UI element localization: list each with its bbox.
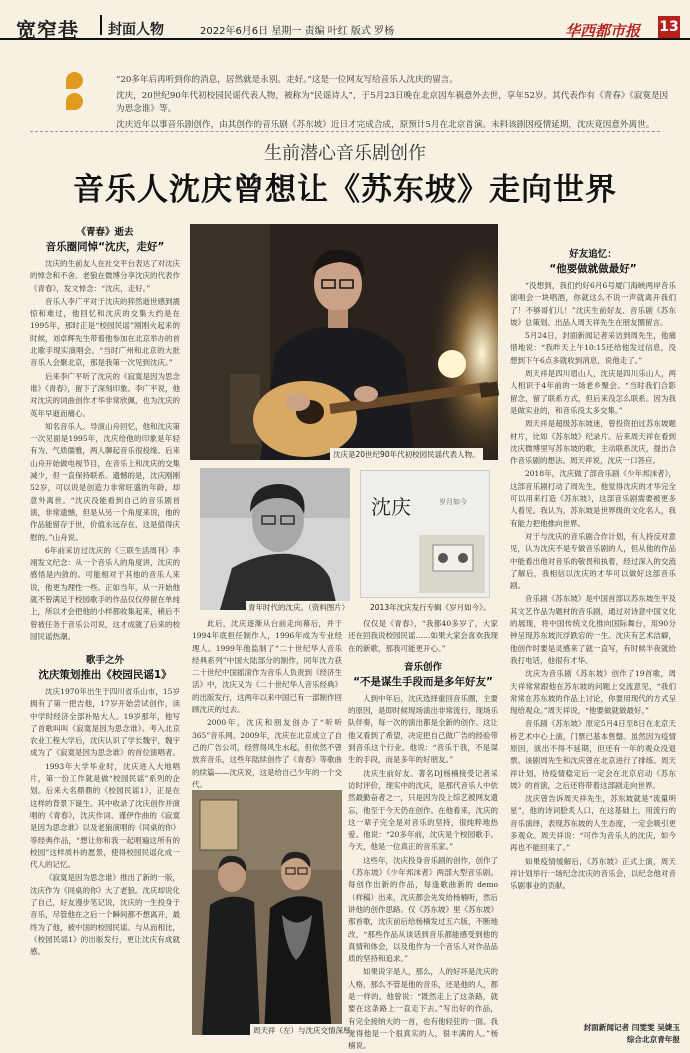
caption-photo-4: 周天祥（左）与沈庆交情深厚。	[250, 1024, 361, 1037]
divider-line	[30, 131, 660, 132]
article-paragraph: 如果疫情缓解后，《苏东坡》正式上演，周天祥计划举行一场纪念沈庆的音乐会，以纪念他对音乐剧事业的贡献。	[510, 856, 676, 891]
article-paragraph: 周天祥是超级苏东坡迷，曾投资拍过苏东坡题材片，比如《苏东坡》纪录片。后来周天祥在看到沈庆微博里写苏东坡的歌，主动联系沈庆，提出合作音乐剧的想法。周天祥说，沈庆一口答应。	[510, 419, 676, 466]
section-1	[30, 222, 180, 642]
cassette-icon	[361, 531, 491, 599]
article-paragraph: “没想到，我们约好6月6号厦门海峡两岸音乐演唱会一块唱酒，你就这么不说一声就离开我们了！不够哥们儿！”沈庆生前好友、音乐剧《苏东坡》总策划、出品人周天祥先生在朋友圈留言。	[510, 281, 676, 327]
young-portrait	[200, 468, 350, 610]
newspaper-logo: 华西都市报	[565, 22, 641, 40]
lead-p2: 沈庆，20世纪90年代初校园民谣代表人物，被称为“民谣诗人”，于5月23日晚在北京因车祸意外去世，享年52岁。其代表作有《青春》《寂寞是因为思念谁》等。	[116, 90, 669, 114]
lead-p3: 沈庆近年以事音乐剧创作，由其创作的音乐剧《苏东坡》近日才完成合成，原预计5月在北京首演。未料该剧因疫情延期，沈庆竟因意外离世。	[116, 119, 655, 130]
article-paragraph: 2018年，沈庆做了部音乐剧《少年邦沫者》，这部音乐剧打动了周先生，他觉得沈庆的才华完全可以用来打造《苏东坡》，这部音乐剧需要被更多人看见。我认为，苏东坡是世界级的文化名人，我有能力把他推向世界。	[510, 469, 676, 528]
article-paragraph: 后来李广平听了沈庆的《寂寞是因为思念谁》《青春》，留下了深刻印象。李广平说，他对沈庆的词曲创作才华非常欣佩，也为沈庆的英年早逝而痛心。	[30, 371, 180, 418]
section-5-title-2: “他要做就做最好”	[549, 263, 637, 275]
column-name: 封面人物	[108, 22, 164, 38]
byline-reporters: 封面新闻记者 闫雯雯 吴婕玉	[583, 1023, 680, 1032]
article-paragraph: 《寂寞是因为思念谁》推出了新的一版，沈庆作为《同桌的你》大了老狼。沈庆却说化了自己，好友漫步笔记说，沈庆的一生投身于音乐，尽管他在之后一个瞬间都不想离开，最终为了他，被中国的校园民谣。与从而相比，《校园民谣1》的出版发行，更让沈庆有成就感。	[30, 873, 180, 957]
article-paragraph: 沈庆为音乐剧《苏东坡》创作了19首歌，周天祥常常跟他在苏东坡的问题上交流意见，“我们常常在苏东坡的作品上讨论，你要用现代的方式呈现给观众。”周天祥说，“他要做就做最好。”	[510, 669, 676, 716]
article-paragraph: 沈庆曾告诉周天祥先生，苏东坡就是“流量明星”，他的诗词脍炙人口，在这基础上，用流行的音乐演绎，表现苏东坡的人生态度，一定会吸引更多观众。周天祥说：“可作为音乐人的沈庆，如今再也不能回来了。”	[510, 794, 676, 853]
section-name: 宽窄巷	[16, 18, 79, 42]
headline: 音乐人沈庆曾想让《苏东坡》走向世界	[73, 172, 617, 208]
lead-p1: “20多年后再听到你的消息，居然就是永别。走好。”这是一位网友写给音乐人沈庆的留言。	[116, 75, 458, 85]
article-paragraph: 沈庆1970年出生于四川省乐山市，15岁拥有了第一把吉他，17岁开始尝试创作，读中学时经济全部补贴大人。19岁那年，他写了首歌叫叫《寂寞是因为思念谁》。考入北京农业工程大学后，沈庆认识了学长魏宇，魏宇成为了《寂寞是因为思念谁》的首位演唱者。	[30, 687, 180, 758]
article-paragraph: 这些年，沈庆投身音乐剧的创作，创作了《苏东坡》《少年邦沫者》两部大型音乐剧。每创作出新的作品，每逢歌曲新的 demo（样稿）出来，沈庆都会先发给杨楠听，然后讲他的创作思路。仅《苏东坡》里《苏东坡》那首歌，沈庆前后给杨楠发过五六版，不断地改，“那些作品从谈话到音乐都能感受到他的真情和体会，以及他作为一个音乐人对作品品质的坚持和追求。”	[348, 855, 498, 964]
section-4	[348, 618, 498, 1051]
article-paragraph: 如果说字是人，那么，人的好坏是沈庆的人格，那么不管是他的音乐，还是他的人，都是一样的。他曾说：“既然走上了这条路，就要在这条路上一直走下去。”写出好的作品，有完全接纳大的一首，也有他轻狂的一面。我觉得他是一个很真实的人，很丰满的人。”杨楠说。	[348, 967, 498, 1051]
article-paragraph: 音乐剧《苏东坡》原定5月4日至8日在北京天桥艺术中心上演，门票已基本售罄。虽然因为疫情原因，演出不得不延期，但还有一年的观众没退票。该剧周先生和沈庆曾在北京进行了排练。周天祥计划，待疫情稳定后一定会在北京启动《苏东坡》的首演，之后还将带着这部剧走向世界。	[510, 719, 676, 790]
photo-young	[200, 468, 350, 610]
section-5-title-1: 好友追忆：	[569, 249, 617, 260]
article-paragraph: 对于与沈庆的音乐剧合作计划，有人持反对意见，认为沈庆不是专做音乐剧的人，但从他的作品中能看出他对音乐的敬畏和执着，经过深入的交流了解后，我相信以沈庆的才华可以做好这部音乐剧。	[510, 531, 676, 591]
section-2-title-2: 沈庆策划推出《校园民谣1》	[38, 669, 172, 681]
photo-guitarist	[190, 224, 498, 460]
caption-photo-2: 青年时代的沈庆。（资料图片）	[248, 603, 350, 612]
article-paragraph: 此后，沈庆逐渐从台前走向幕后，并于1994年底担任制作人，1996年成为专业经理人。1999年他监制了“二十世纪华人音乐经典系列”中国大陆部分的制作，同年沈力获二十世纪中国摇滚作为音乐人负责到《经济生活》中，沈庆又为《二十世纪华人音乐经典》的出版发行，这两年以来中国已有一部制作回顾沈庆的过去。	[192, 619, 342, 715]
article-paragraph: 仅仅是《青春》，“我都40多岁了，大家还在回我说校园民谣……如果大家会喜欢我现在的新歌，那我可能更开心。”	[348, 619, 498, 653]
article-paragraph: 知名音乐人、导演山舟回忆，他和沈庆第一次见面是1995年，沈庆给他的印象是年轻有为、气质儒雅，两人聊起音乐很投缘。后来山舟开始做电视节目，在音乐上和沈庆的交集减少，但一直保持联系。遗憾的是，沈庆刚刚52岁，可以说是创造力非常旺盛的年龄，却意外离世。“沈庆没能看到自己的音乐剧首演，非常遗憾，但是从另一个角度来说，他的作品能留存于世，价值永远存在，这是值得庆慰的。”山舟说。	[30, 421, 180, 542]
page-header	[0, 0, 690, 40]
article-paragraph: 1993年大学毕业时，沈庆进入大地唱片，第一份工作就是做“校园民谣”系列的企划。后来大名鼎鼎的《校园民谣1》，正是在这样的背景下诞生。其中收录了沈庆创作并演唱的《青春》，沈庆作词、谨伊作曲的《寂寞是因为思念谁》以及老狼演唱的《同桌的你》等经典作品，“想让你和我一起唱遍这所有的校园”这样质朴的愿景，使得校园民谣化成一代人的记忆。	[30, 761, 180, 870]
friends-illustration	[192, 790, 342, 1035]
section-2	[30, 650, 180, 1035]
section-5	[510, 222, 676, 1022]
caption-photo-3: 2013年沈庆发行专辑《岁月如今》。	[370, 603, 491, 612]
article-paragraph: 沈庆生前好友、著名DJ杨楠接受记者采访时评价，现实中的沈庆，是那代音乐人中依然最勤奋者之一，只是因为没上综艺被网友遗忘，他至于今天仍在创作。在他看来，沈庆的这一辈子完全是对音乐的坚持，很纯粹地热爱。他说：“20多年前，沈庆是个校园歌手。今天，他是一位真正的音乐家。”	[348, 768, 498, 852]
section-2-title-1: 歌手之外	[85, 655, 124, 666]
quote-icon	[66, 72, 106, 98]
article-paragraph: 5月24日，封面新闻记者采访到周先生，他痛惜地说：“我昨天上午10:15还给他发过信息，没想到下午6点多就收到消息，说他走了。”	[510, 331, 676, 365]
section-1-title-1: 《青春》逝去	[76, 227, 134, 238]
byline-source: 综合北京青年报	[626, 1035, 680, 1044]
article-paragraph: 人到中年后，沈庆选择重回音乐圈，主要的原因，是即时候现场演出非常流行，现场乐队伴奏，每一次的演出都是全新的创作。这让他又看到了希望，决定把自己做广告的经验带到音乐这个行业。他说：“音乐于我，不是谋生的手段，而是多年的好朋友。”	[348, 693, 498, 765]
section-1-title-2: 音乐圈同悼“沈庆，走好”	[45, 241, 165, 253]
issue-meta: 2022年6月6日 星期一 责编 叶红 版式 罗杨	[200, 26, 395, 37]
album-cover	[360, 470, 490, 598]
article-paragraph: 周天祥是四川眉山人，沈庆是四川乐山人，两人相识于4年前的一场老乡聚会。“当时我们合影留念，留了联系方式，但后来没怎么联系。因为我是做实业的，和音乐没太多交集。”	[510, 369, 676, 415]
lead-paragraphs	[116, 74, 676, 134]
article-paragraph: 音乐人李广平对于沈庆的猝然逝世感到震惊和难过，他回忆和沈庆的交集大约是在1995年，那时正是“校园民谣”刚刚火起来的时候，刘卓辉先生带着他参加在北京举办的首北歌手现实演唱会。“当时广州和北京的大批音乐人会聚北京，那是我第一次见到沈庆。”	[30, 296, 180, 368]
article-paragraph: 音乐剧《苏东坡》是中国首部以苏东坡生平及其文艺作品为题材的音乐剧，通过对诗意中国文化的展现，将中国传统文化推向国际舞台，用90分钟呈现苏东坡沉浮跌宕的一生。沈庆有艺术洁癖，他创作时要是灵感来了就一直写，有时候半夜就给我打电话，他很有才华。	[510, 594, 676, 665]
article-paragraph: 6年前采访过沈庆的《三联生活周刊》李翊发文纪念：从一个音乐人的角度讲，沈庆的感悟是内敛的。可能相对于其他的音乐人来说，他更为理性一些。正如当年，从一开始他就不曾满足于校园歌手的作品仅仅停留在单纯上，所以才会把他的小样都收集起来，稍后不曾被任务于音乐公司说，这才成就了后来的校园民谣热潮。	[30, 545, 180, 641]
section-3	[192, 618, 342, 788]
section-4-title-2: “不是谋生手段而是多年好友”	[353, 675, 493, 688]
album-subtitle: 岁月如今	[439, 498, 467, 506]
album-title: 沈庆	[371, 495, 411, 519]
page-number: 13	[658, 16, 680, 38]
byline	[520, 1022, 680, 1046]
section-4-title-1: 音乐创作	[403, 661, 442, 673]
article-paragraph: 沈庆的生前友人在社交平台表达了对沈庆的悼念和不舍。老狼在微博分享沈庆的代表作《青春》，发文悼念：“沈庆，走好。”	[30, 259, 180, 293]
article-paragraph: 2000年，沈庆和朋友创办了“听听365”音乐网。2009年，沈庆在北京成立了自己的广告公司，经营得风生水起，但依然不曾放弃音乐，这些年陆续创作了《青春》等歌曲的续篇——沈庆说，这是给自己少年的一个交代。	[192, 718, 342, 789]
guitarist-illustration	[190, 224, 498, 460]
photo-friends	[192, 790, 342, 1035]
header-divider	[100, 15, 102, 35]
caption-photo-1: 沈庆是20世纪90年代初校园民谣代表人物。	[330, 448, 483, 461]
kicker-title: 生前潜心音乐剧创作	[264, 143, 426, 164]
